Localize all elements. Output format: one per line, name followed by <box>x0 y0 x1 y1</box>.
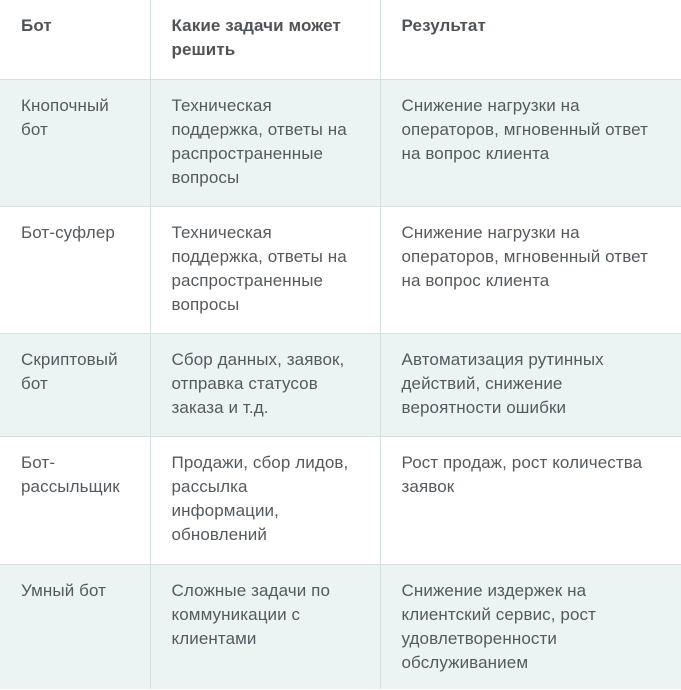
table-row <box>0 79 681 206</box>
table-row <box>0 333 681 436</box>
cell-bot-type: Скриптовый бот <box>0 333 150 436</box>
cell-result: Снижение нагрузки на операторов, мгновенный ответ на вопрос клиента <box>380 79 681 206</box>
table-row <box>0 436 681 564</box>
cell-tasks: Сбор данных, заявок, отправка статусов заказа и т.д. <box>150 333 380 436</box>
cell-bot-type: Умный бот <box>0 564 150 689</box>
cell-result: Снижение нагрузки на операторов, мгновенный ответ на вопрос клиента <box>380 206 681 333</box>
cell-bot-type: Кнопочный бот <box>0 79 150 206</box>
cell-tasks: Продажи, сбор лидов, рассылка информации, обновлений <box>150 436 380 564</box>
header-tasks: Какие задачи может решить <box>150 0 380 79</box>
cell-bot-type: Бот-рассыльщик <box>0 436 150 564</box>
cell-bot-type: Бот-суфлер <box>0 206 150 333</box>
cell-tasks: Сложные задачи по коммуникации с клиентами <box>150 564 380 689</box>
table-row <box>0 206 681 333</box>
header-bot: Бот <box>0 0 150 79</box>
cell-tasks: Техническая поддержка, ответы на распространенные вопросы <box>150 206 380 333</box>
cell-result: Снижение издержек на клиентский сервис, рост удовлетворенности обслуживанием <box>380 564 681 689</box>
table-row <box>0 564 681 689</box>
table-header-row <box>0 0 681 79</box>
header-result: Результат <box>380 0 681 79</box>
cell-tasks: Техническая поддержка, ответы на распространенные вопросы <box>150 79 380 206</box>
cell-result: Автоматизация рутинных действий, снижение вероятности ошибки <box>380 333 681 436</box>
cell-result: Рост продаж, рост количества заявок <box>380 436 681 564</box>
